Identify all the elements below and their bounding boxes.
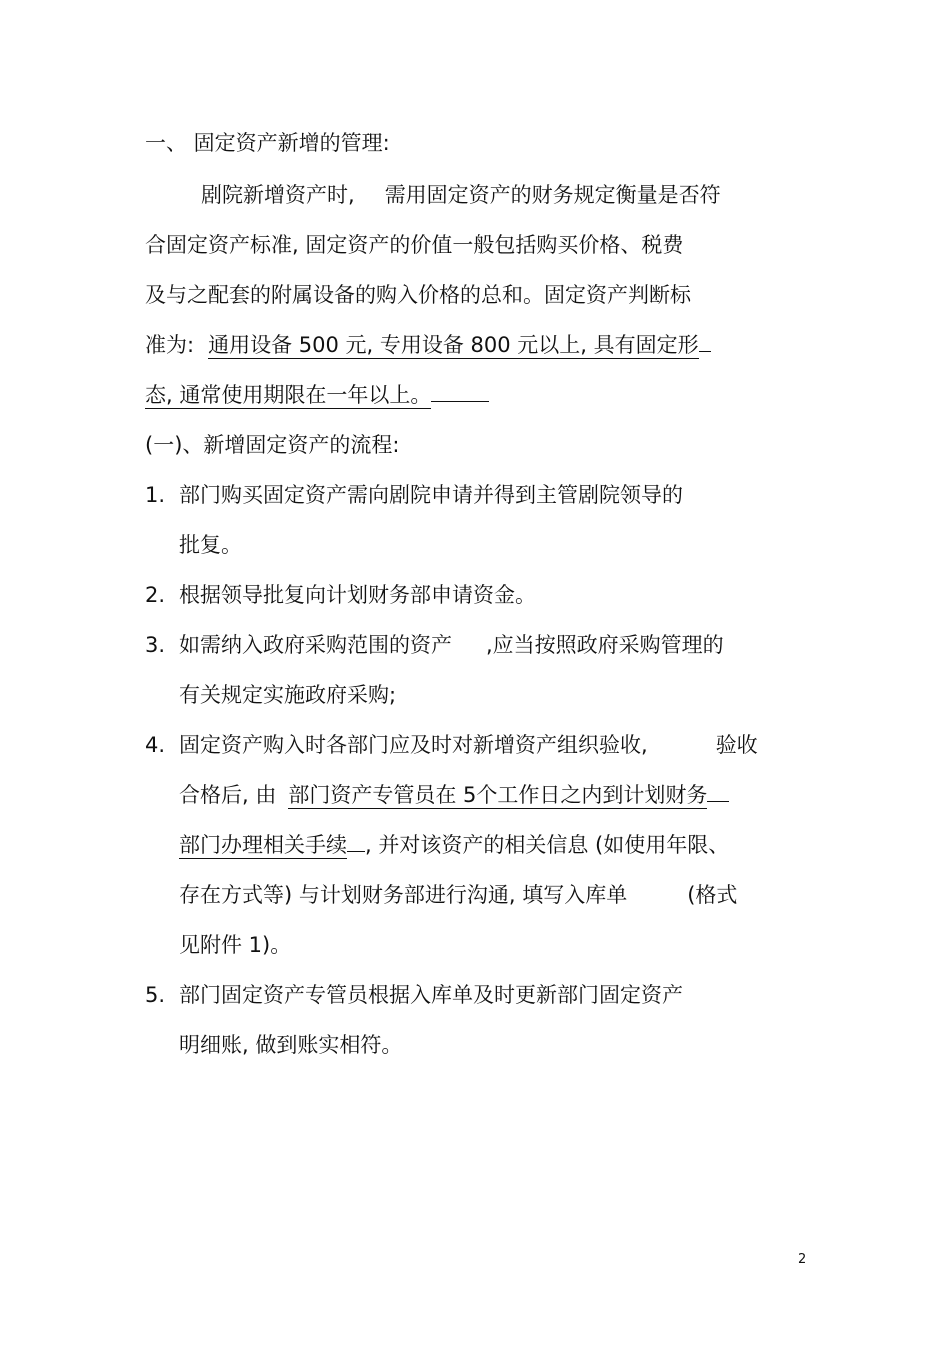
step-1-line-2: 批复。 xyxy=(179,533,242,557)
step-4-line-5: 见附件 1)。 xyxy=(179,933,292,957)
step-4-line-4: 存在方式等) 与计划财务部进行沟通, 填写入库单 (格式 xyxy=(179,883,738,907)
step-4-line-2: 合格后, 由 部门资产专管员在 5个工作日之内到计划财务 xyxy=(179,780,729,810)
intro-line-2: 合固定资产标准, 固定资产的价值一般包括购买价格、税费 xyxy=(145,233,684,257)
section-heading: 一、 固定资产新增的管理: xyxy=(145,131,390,155)
step-2-line-1: 2. 根据领导批复向计划财务部申请资金。 xyxy=(145,580,536,610)
step-4-line-1: 4. 固定资产购入时各部门应及时对新增资产组织验收, 验收 xyxy=(145,730,758,760)
underlined-period: 态, 通常使用期限在一年以上。 xyxy=(145,383,432,407)
step-number: 2. xyxy=(145,583,166,607)
intro-line-3: 及与之配套的附属设备的购入价格的总和。固定资产判断标 xyxy=(145,283,691,307)
underlined-deadline: 部门资产专管员在 5个工作日之内到计划财务 xyxy=(288,783,708,807)
step-4-line-3: 部门办理相关手续 , 并对该资产的相关信息 (如使用年限、 xyxy=(179,833,730,857)
step-number: 4. xyxy=(145,733,166,757)
underlined-standard: 通用设备 500 元, 专用设备 800 元以上, 具有固定形 xyxy=(208,333,699,357)
page-number: 2 xyxy=(798,1252,807,1267)
step-3-line-2: 有关规定实施政府采购; xyxy=(179,683,397,707)
step-number: 5. xyxy=(145,983,166,1007)
step-5-line-2: 明细账, 做到账实相符。 xyxy=(179,1033,403,1057)
step-5-line-1: 5. 部门固定资产专管员根据入库单及时更新部门固定资产 xyxy=(145,980,683,1010)
step-number: 3. xyxy=(145,633,166,657)
step-1-line-1: 1. 部门购买固定资产需向剧院申请并得到主管剧院领导的 xyxy=(145,480,683,510)
intro-line-1: 剧院新增资产时, 需用固定资产的财务规定衡量是否符 xyxy=(201,183,721,207)
step-3-line-1: 3. 如需纳入政府采购范围的资产 ,应当按照政府采购管理的 xyxy=(145,630,724,660)
underlined-procedure: 部门办理相关手续 xyxy=(179,833,347,857)
intro-line-5 xyxy=(145,380,489,410)
step-number: 1. xyxy=(145,483,166,507)
intro-line-4: 准为: 通用设备 500 元, 专用设备 800 元以上, 具有固定形 xyxy=(145,330,711,360)
subsection-heading: (一)、新增固定资产的流程: xyxy=(145,433,400,457)
